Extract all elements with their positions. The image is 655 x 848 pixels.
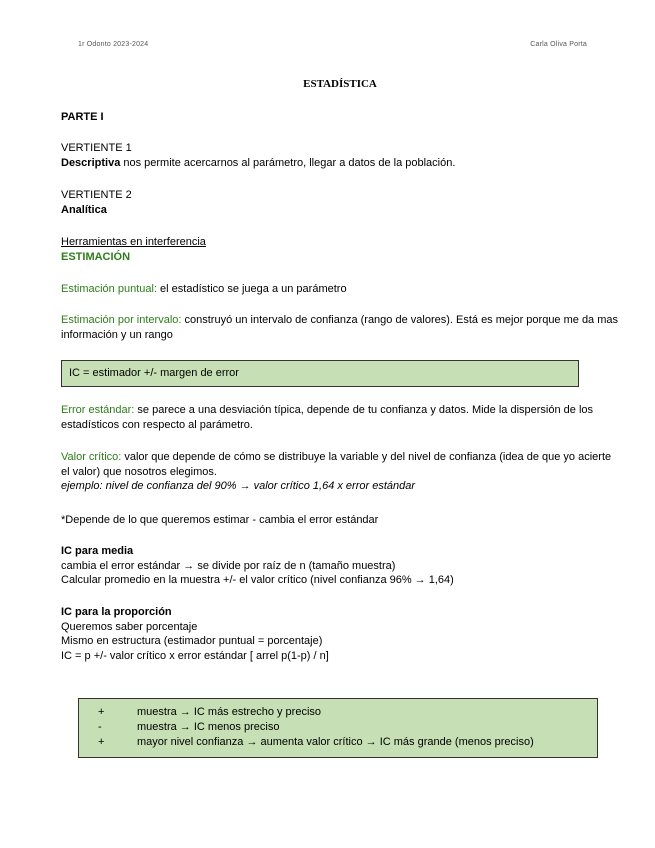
ic-media-section <box>61 544 621 588</box>
ic-media-heading: IC para media <box>61 545 134 557</box>
valor-critico-term: Valor crítico: <box>61 451 122 463</box>
formula-box: IC = estimador +/- margen de error <box>61 360 579 387</box>
valor-critico-definition <box>61 450 621 479</box>
summary-box <box>78 698 598 758</box>
summary-sign: - <box>98 721 102 733</box>
summary-row <box>79 735 597 750</box>
intervalo-term: Estimación por intervalo: <box>61 314 182 326</box>
puntual-text: el estadístico se juega a un parámetro <box>157 283 347 295</box>
valor-critico-example: ejemplo: nivel de confianza del 90% → valor crítico 1,64 x error estándar <box>61 480 416 492</box>
note: *Depende de lo que queremos estimar - cambia el error estándar <box>61 514 379 526</box>
summary-text: muestra → IC más estrecho y preciso <box>137 706 322 718</box>
summary-text: mayor nivel confianza → aumenta valor crítico → IC más grande (menos preciso) <box>137 736 534 748</box>
estimacion-intervalo <box>61 313 621 342</box>
ic-proporcion-line: Mismo en estructura (estimador puntual = porcentaje) <box>61 635 323 647</box>
vertiente-1-text: nos permite acercarnos al parámetro, llegar a datos de la población. <box>120 156 456 169</box>
ic-proporcion-heading: IC para la proporción <box>61 606 172 618</box>
estimacion-heading: ESTIMACIÓN <box>61 250 131 263</box>
summary-row <box>79 720 597 735</box>
vertiente-2-label: VERTIENTE 2 <box>61 189 132 201</box>
header-course: 1r Odonto 2023-2024 <box>78 41 149 48</box>
valor-critico <box>61 450 621 494</box>
section-heading-parte: PARTE I <box>61 111 104 123</box>
ic-proporcion-line: IC = p +/- valor crítico x error estándar [ arrel p(1-p) / n] <box>61 649 329 662</box>
page-title: ESTADÍSTICA <box>303 78 377 90</box>
vertiente-1 <box>61 141 621 170</box>
ic-proporcion-section <box>61 605 621 663</box>
header-author: Carla Oliva Porta <box>530 41 587 48</box>
summary-sign: + <box>98 706 105 718</box>
vertiente-1-description <box>61 156 621 171</box>
herramientas-heading: Herramientas en interferencia <box>61 236 206 248</box>
error-estandar <box>61 403 621 432</box>
estimacion-puntual <box>61 282 621 297</box>
ic-media-line: Calcular promedio en la muestra +/- el valor crítico (nivel confianza 96% → 1,64) <box>61 574 454 586</box>
summary-text: muestra → IC menos preciso <box>137 721 280 733</box>
vertiente-1-label: VERTIENTE 1 <box>61 142 132 154</box>
error-estandar-text: se parece a una desviación típica, depende de tu confianza y datos. Mide la dispersión de los estadísticos con respecto al parámetro. <box>61 404 594 431</box>
intervalo-text: construyó un intervalo de confianza (rango de valores). Está es mejor porque me da mas información y un rango <box>61 314 619 341</box>
vertiente-2-term: Analítica <box>61 203 107 216</box>
puntual-term: Estimación puntual: <box>61 283 157 295</box>
summary-row <box>79 705 597 720</box>
ic-proporcion-line: Queremos saber porcentaje <box>61 620 198 633</box>
vertiente-1-term: Descriptiva <box>61 156 121 169</box>
vertiente-2 <box>61 188 621 217</box>
valor-critico-text: valor que depende de cómo se distribuye la variable y del nivel de confianza (idea de que yo acierte el valor) que nosotros elegimos. <box>61 451 612 478</box>
summary-sign: + <box>98 736 105 748</box>
ic-media-line: cambia el error estándar → se divide por raíz de n (tamaño muestra) <box>61 559 396 572</box>
error-estandar-term: Error estándar: <box>61 404 135 416</box>
herramientas-section <box>61 235 621 264</box>
